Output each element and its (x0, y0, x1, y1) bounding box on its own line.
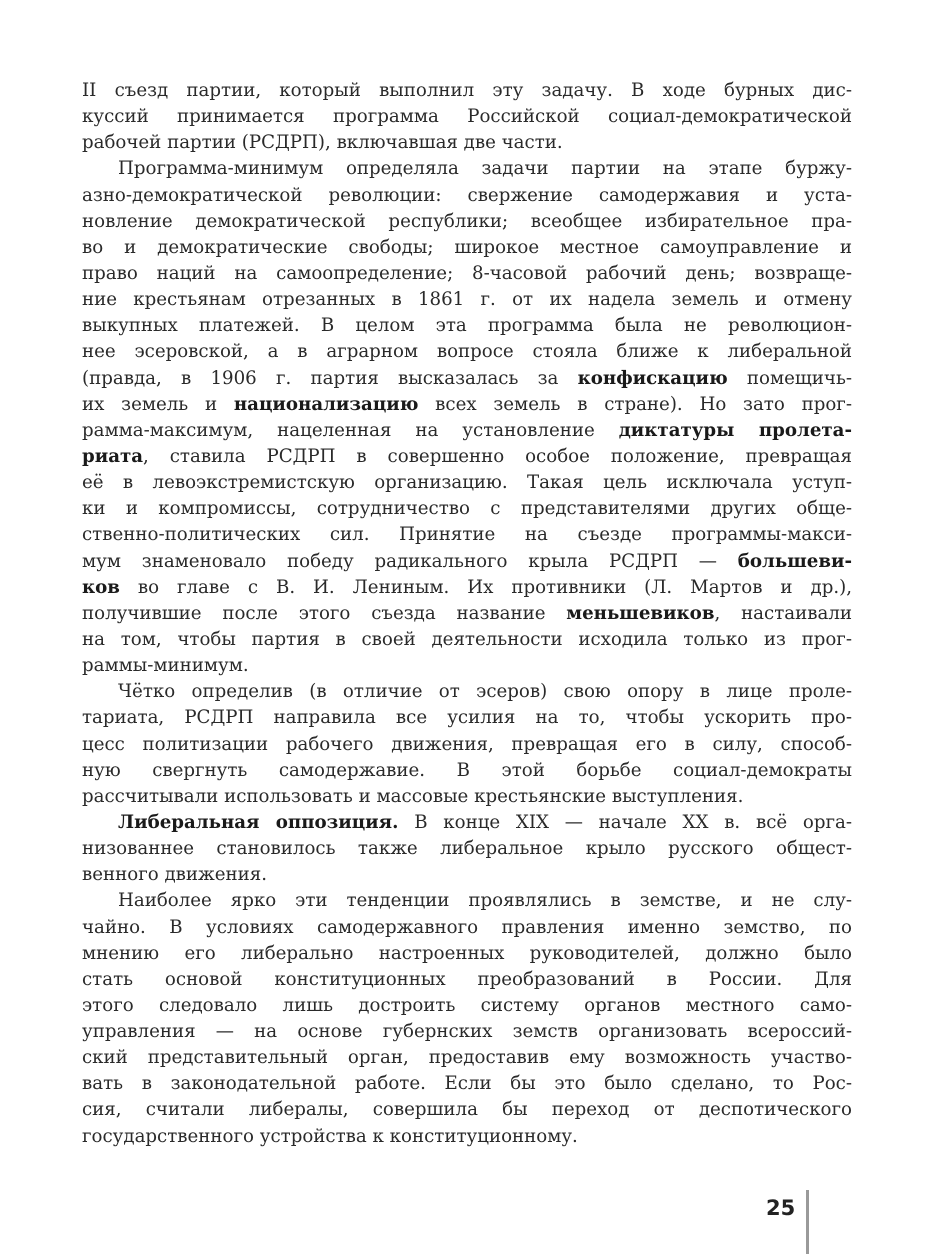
text-line (82, 1097, 852, 1123)
text-line (82, 209, 852, 235)
text-line (82, 941, 852, 967)
text-line (82, 104, 852, 130)
text-run: венного движения. (82, 864, 268, 886)
paragraph (82, 810, 852, 888)
text-line (82, 862, 852, 888)
bold-term: меньшевиков (566, 602, 715, 624)
text-line (82, 549, 852, 575)
text-line (82, 627, 852, 653)
text-run: её в левоэкстремистскую организацию. Такая цель исключала уступ- (82, 472, 852, 494)
text-run: II съезд партии, который выполнил эту задачу. В ходе бурных дис- (82, 80, 852, 101)
text-line (82, 1124, 852, 1150)
text-run: В конце XIX — начале XX в. всё орга- (398, 811, 852, 833)
text-line (82, 522, 852, 548)
paragraph (82, 888, 852, 1149)
text-line (82, 496, 852, 522)
text-run: (правда, в 1906 г. партия высказалась за (82, 367, 578, 389)
text-line (82, 575, 852, 601)
text-line (82, 967, 852, 993)
text-run: , ставила РСДРП в совершенно особое положение, превращая (143, 445, 852, 467)
text-run: ки и компромиссы, сотрудничество с представителями других обще- (82, 498, 852, 520)
page-number: 25 (766, 1196, 796, 1220)
text-run: ственно-политических сил. Принятие на съезде программы-макси- (82, 524, 852, 546)
text-run: ную свергнуть самодержавие. В этой борьбе социал-демократы (82, 759, 852, 781)
text-run: азно-демократической революции: свержение самодержавия и уста- (82, 184, 852, 206)
text-run: право наций на самоопределение; 8-часовой рабочий день; возвраще- (82, 262, 852, 284)
text-run: сия, считали либералы, совершила бы переход от деспотического (82, 1099, 852, 1121)
text-run: рассчитывали использовать и массовые крестьянские выступления. (82, 785, 744, 807)
body-text (82, 78, 852, 1150)
text-run: на том, чтобы партия в своей деятельности исходила только из прог- (82, 628, 852, 650)
text-line (82, 366, 852, 392)
bold-term: ков (82, 576, 120, 598)
text-line (82, 888, 852, 914)
bold-term: диктатуры пролета- (618, 419, 853, 441)
text-run: Чётко определив (в отличие от эсеров) свою опору в лице проле- (118, 681, 852, 703)
bold-term: риата (82, 445, 144, 467)
paragraph (82, 156, 852, 679)
text-run: ский представительный орган, предоставив ему возможность участво- (82, 1047, 852, 1069)
text-run: куссий принимается программа Российской социал-демократической (82, 106, 852, 128)
paragraph (82, 679, 852, 810)
text-line (82, 653, 852, 679)
paragraph (82, 78, 852, 156)
text-run: , настаивали (714, 602, 852, 624)
text-line (82, 339, 852, 365)
text-run: нее эсеровской, а в аграрном вопросе стояла ближе к либеральной (82, 341, 852, 363)
text-line (82, 313, 852, 339)
text-run: всех земель в стране). Но зато прог- (418, 393, 852, 415)
text-run: тариата, РСДРП направила все усилия на то, чтобы ускорить про- (82, 707, 852, 729)
text-run: этого следовало лишь достроить систему органов местного само- (82, 994, 852, 1016)
bold-term: национализацию (233, 393, 419, 415)
text-line (82, 836, 852, 862)
text-run: управления — на основе губернских земств организовать всероссий- (82, 1021, 852, 1043)
text-line (82, 810, 852, 836)
text-line (82, 235, 852, 261)
text-line (82, 287, 852, 313)
text-run: рамма-максимум, нацеленная на установление (82, 419, 619, 441)
text-run: мум знаменовало победу радикального крыла РСДРП — (82, 550, 738, 572)
text-run: государственного устройства к конституционному. (82, 1125, 578, 1147)
bold-term: Либеральная оппозиция. (118, 811, 399, 833)
text-line (82, 784, 852, 810)
margin-rule (806, 1190, 809, 1254)
text-line (82, 758, 852, 784)
bold-term: большеви- (737, 550, 852, 572)
text-run: во и демократические свободы; широкое местное самоуправление и (82, 236, 852, 258)
text-line (82, 444, 852, 470)
text-run: низованнее становилось также либеральное крыло русского общест- (82, 838, 852, 860)
text-run: раммы-минимум. (82, 655, 249, 677)
text-run: Наиболее ярко эти тенденции проявлялись в земстве, и не слу- (118, 890, 852, 912)
text-line (82, 130, 852, 156)
text-run: помещичь- (727, 367, 852, 389)
text-line (82, 418, 852, 444)
text-line (82, 156, 852, 182)
text-line (82, 1071, 852, 1097)
text-line (82, 732, 852, 758)
text-line (82, 78, 852, 104)
text-run: рабочей партии (РСДРП), включавшая две части. (82, 132, 563, 154)
text-run: стать основой конституционных преобразований в России. Для (82, 968, 852, 990)
text-run: их земель и (82, 393, 234, 415)
text-line (82, 392, 852, 418)
text-run: вать в законодательной работе. Если бы это было сделано, то Рос- (82, 1073, 852, 1095)
text-line (82, 705, 852, 731)
text-line (82, 601, 852, 627)
text-line (82, 915, 852, 941)
text-run: цесс политизации рабочего движения, превращая его в силу, способ- (82, 733, 852, 755)
text-run: выкупных платежей. В целом эта программа была не революцион- (82, 315, 852, 337)
text-run: Программа-минимум определяла задачи партии на этапе буржу- (118, 158, 852, 180)
text-run: во главе с В. И. Лениным. Их противники (Л. Мартов и др.), (119, 576, 852, 598)
text-line (82, 993, 852, 1019)
text-run: ние крестьянам отрезанных в 1861 г. от их надела земель и отмену (82, 289, 852, 311)
text-line (82, 261, 852, 287)
text-line (82, 470, 852, 496)
text-run: получившие после этого съезда название (82, 602, 567, 624)
text-run: мнению его либерально настроенных руководителей, должно было (82, 942, 852, 964)
text-run: чайно. В условиях самодержавного правления именно земство, по (82, 916, 852, 938)
bold-term: конфискацию (577, 367, 728, 389)
text-line (82, 1045, 852, 1071)
text-line (82, 183, 852, 209)
text-run: новление демократической республики; всеобщее избирательное пра- (82, 210, 852, 232)
text-line (82, 1019, 852, 1045)
text-line (82, 679, 852, 705)
